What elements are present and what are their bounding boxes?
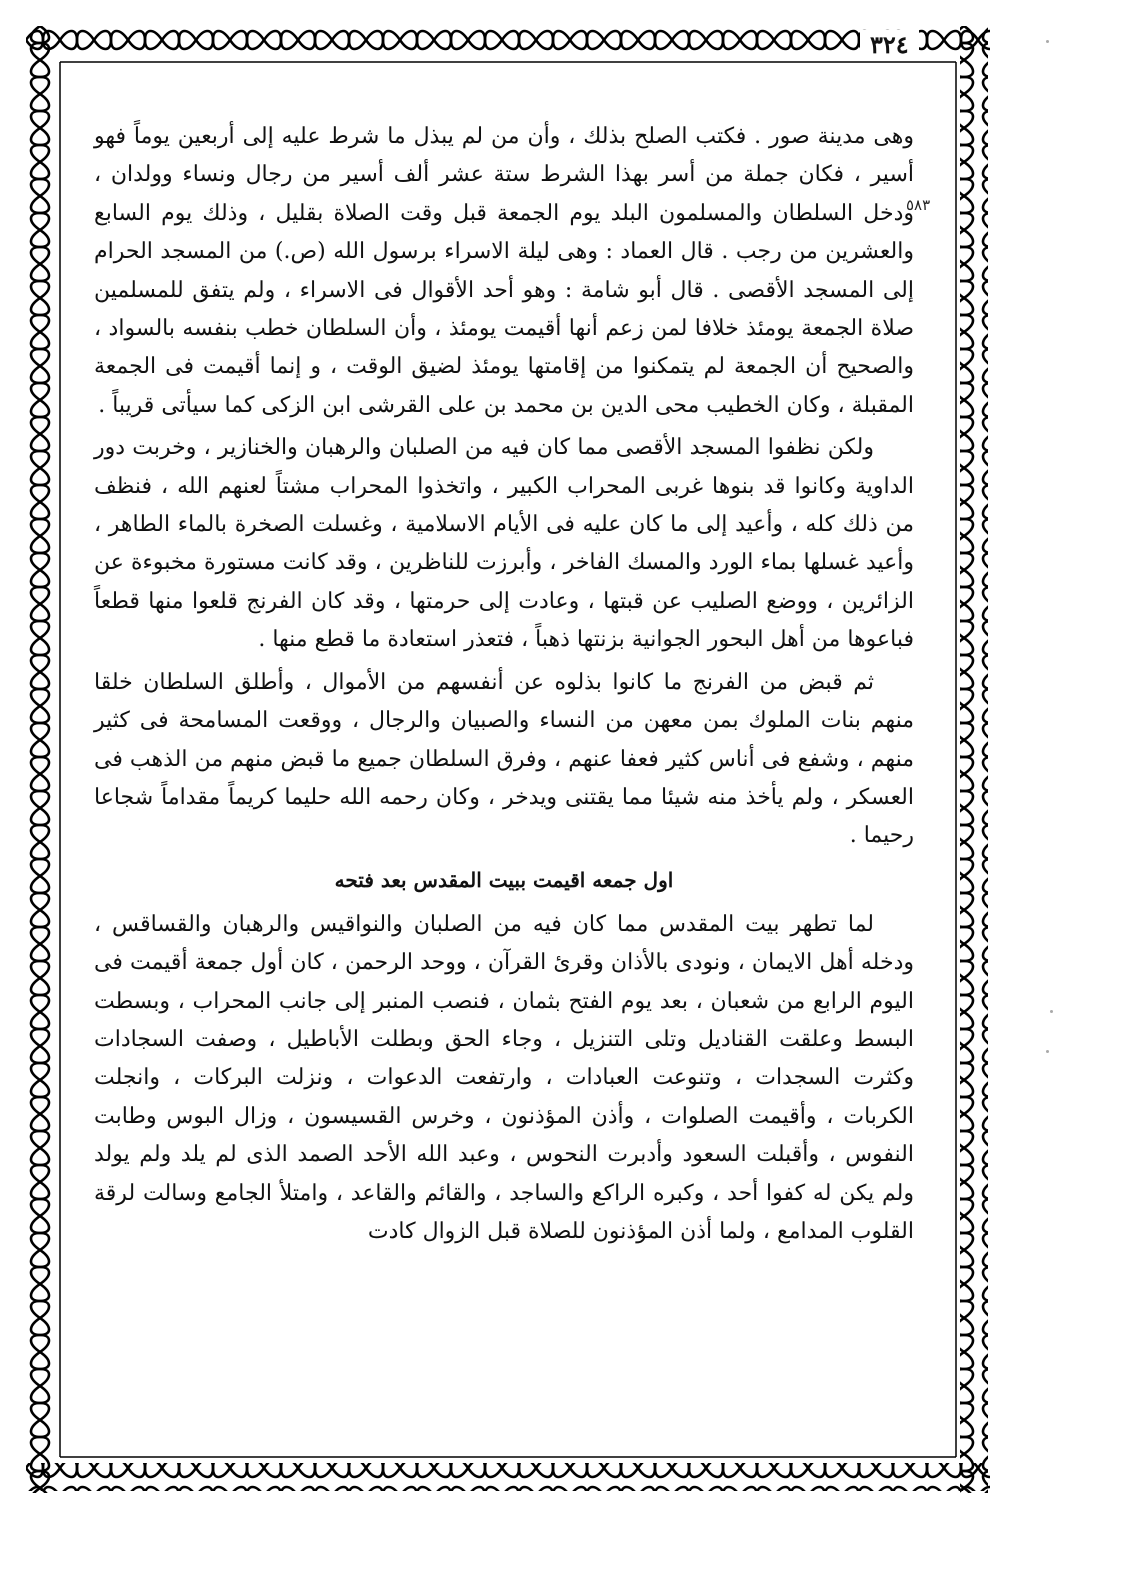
paragraph-4: لما تطهر بيت المقدس مما كان فيه من الصلبان والنواقيس والرهبان والقساقس ، ودخله أهل الايمان ، ونودى بالأذان وقرئ القرآن ، ووحد الرحمن ، كان أول جمعة أقيمت فى اليوم الرابع من شعبان ، بعد يوم الفتح بثمان ، فنصب المنبر إلى جانب المحراب ، وبسطت البسط وعلقت القناديل وتلى التنزيل ، وجاء الحق وبطلت الأباطيل ، وصفت السجادات وكثرت السجدات ، وتنوعت العبادات ، وارتفعت الدعوات ، ونزلت البركات ، وانجلت الكربات ، وأقيمت الصلوات ، وأذن المؤذنون ، وخرس القسيسون ، وزال البوس وطابت النفوس ، وأقبلت السعود وأدبرت النحوس ، وعبد الله الأحد الصمد الذى لم يلد ولم يولد ولم يكن له كفوا أحد ، وكبره الراكع والساجد ، والقائم والقاعد ، وامتلأ الجامع وسالت لرقة القلوب المدامع ، ولما أذن المؤذنون للصلاة قبل الزوال كادت: [94, 911, 915, 1244]
paragraph-1: وهى مدينة صور . فكتب الصلح بذلك ، وأن من لم يبذل ما شرط عليه إلى أربعين يوماً فهو أسير ، فكان جملة من أسر بهذا الشرط ستة عشر ألف أسير من رجال ونساء وولدان ، ودخل السلطان والمسلمون البلد يوم الجمعة قبل وقت الصلاة بقليل ، وذلك يوم السابع والعشرين من رجب . قال العماد : وهى ليلة الاسراء برسول الله (ص.) من المسجد الحرام إلى المسجد الأقصى . قال أبو شامة : وهو أحد الأقوال فى الاسراء ، ولم يتفق للمسلمين صلاة الجمعة يومئذ خلافا لمن زعم أنها أقيمت يومئذ ، وأن السلطان خطب بنفسه بالسواد ، والصحيح أن الجمعة لم يتمكنوا من إقامتها يومئذ لضيق الوقت ، و إنما أقيمت فى الجمعة المقبلة ، وكان الخطيب محى الدين بن محمد بن على القرشى ابن الزكى كما سيأتى قريباً .: [94, 124, 914, 418]
scan-speck: [1046, 1050, 1049, 1053]
page-number: ٣٢٤: [860, 30, 919, 59]
body-text: [94, 118, 914, 1251]
section-heading: اول جمعه اقيمت ببيت المقدس بعد فتحه: [334, 867, 674, 892]
scan-speck: [1050, 1010, 1053, 1013]
paragraph-3: ثم قبض من الفرنج ما كانوا بذلوه عن أنفسهم من الأموال ، وأطلق السلطان خلقا منهم بنات الملوك بمن معهن من النساء والصبيان والرجال ، ووقعت المسامحة فى كثير منهم ، وشفع فى أناس كثير فعفا عنهم ، وفرق السلطان جميع ما قبض منهم من الذهب فى العسكر ، ولم يأخذ منه شيئا مما يقتنى ويدخر ، وكان رحمه الله حليما كريماً مقداماً شجاعا رحيما .: [94, 669, 914, 849]
paragraph-2: ولكن نظفوا المسجد الأقصى مما كان فيه من الصلبان والرهبان والخنازير ، وخربت دور الداوية وكانوا قد بنوها غربى المحراب الكبير ، واتخذوا المحراب مشتاً لعنهم الله ، فنظف من ذلك كله ، وأعيد إلى ما كان عليه فى الأيام الاسلامية ، وغسلت الصخرة بالماء الطاهر ، وأعيد غسلها بماء الورد والمسك الفاخر ، وأبرزت للناظرين ، وقد كانت مستورة مخبوءة عن الزائرين ، ووضع الصليب عن قبتها ، وعادت إلى حرمتها ، وقد كان الفرنج قلعوا منها قطعاً فباعوها من أهل البحور الجوانية بزنتها ذهباً ، فتعذر استعادة ما قطع منها .: [94, 435, 914, 653]
scan-speck: [1046, 40, 1049, 43]
margin-annotation: ٥٨٣: [906, 196, 931, 214]
